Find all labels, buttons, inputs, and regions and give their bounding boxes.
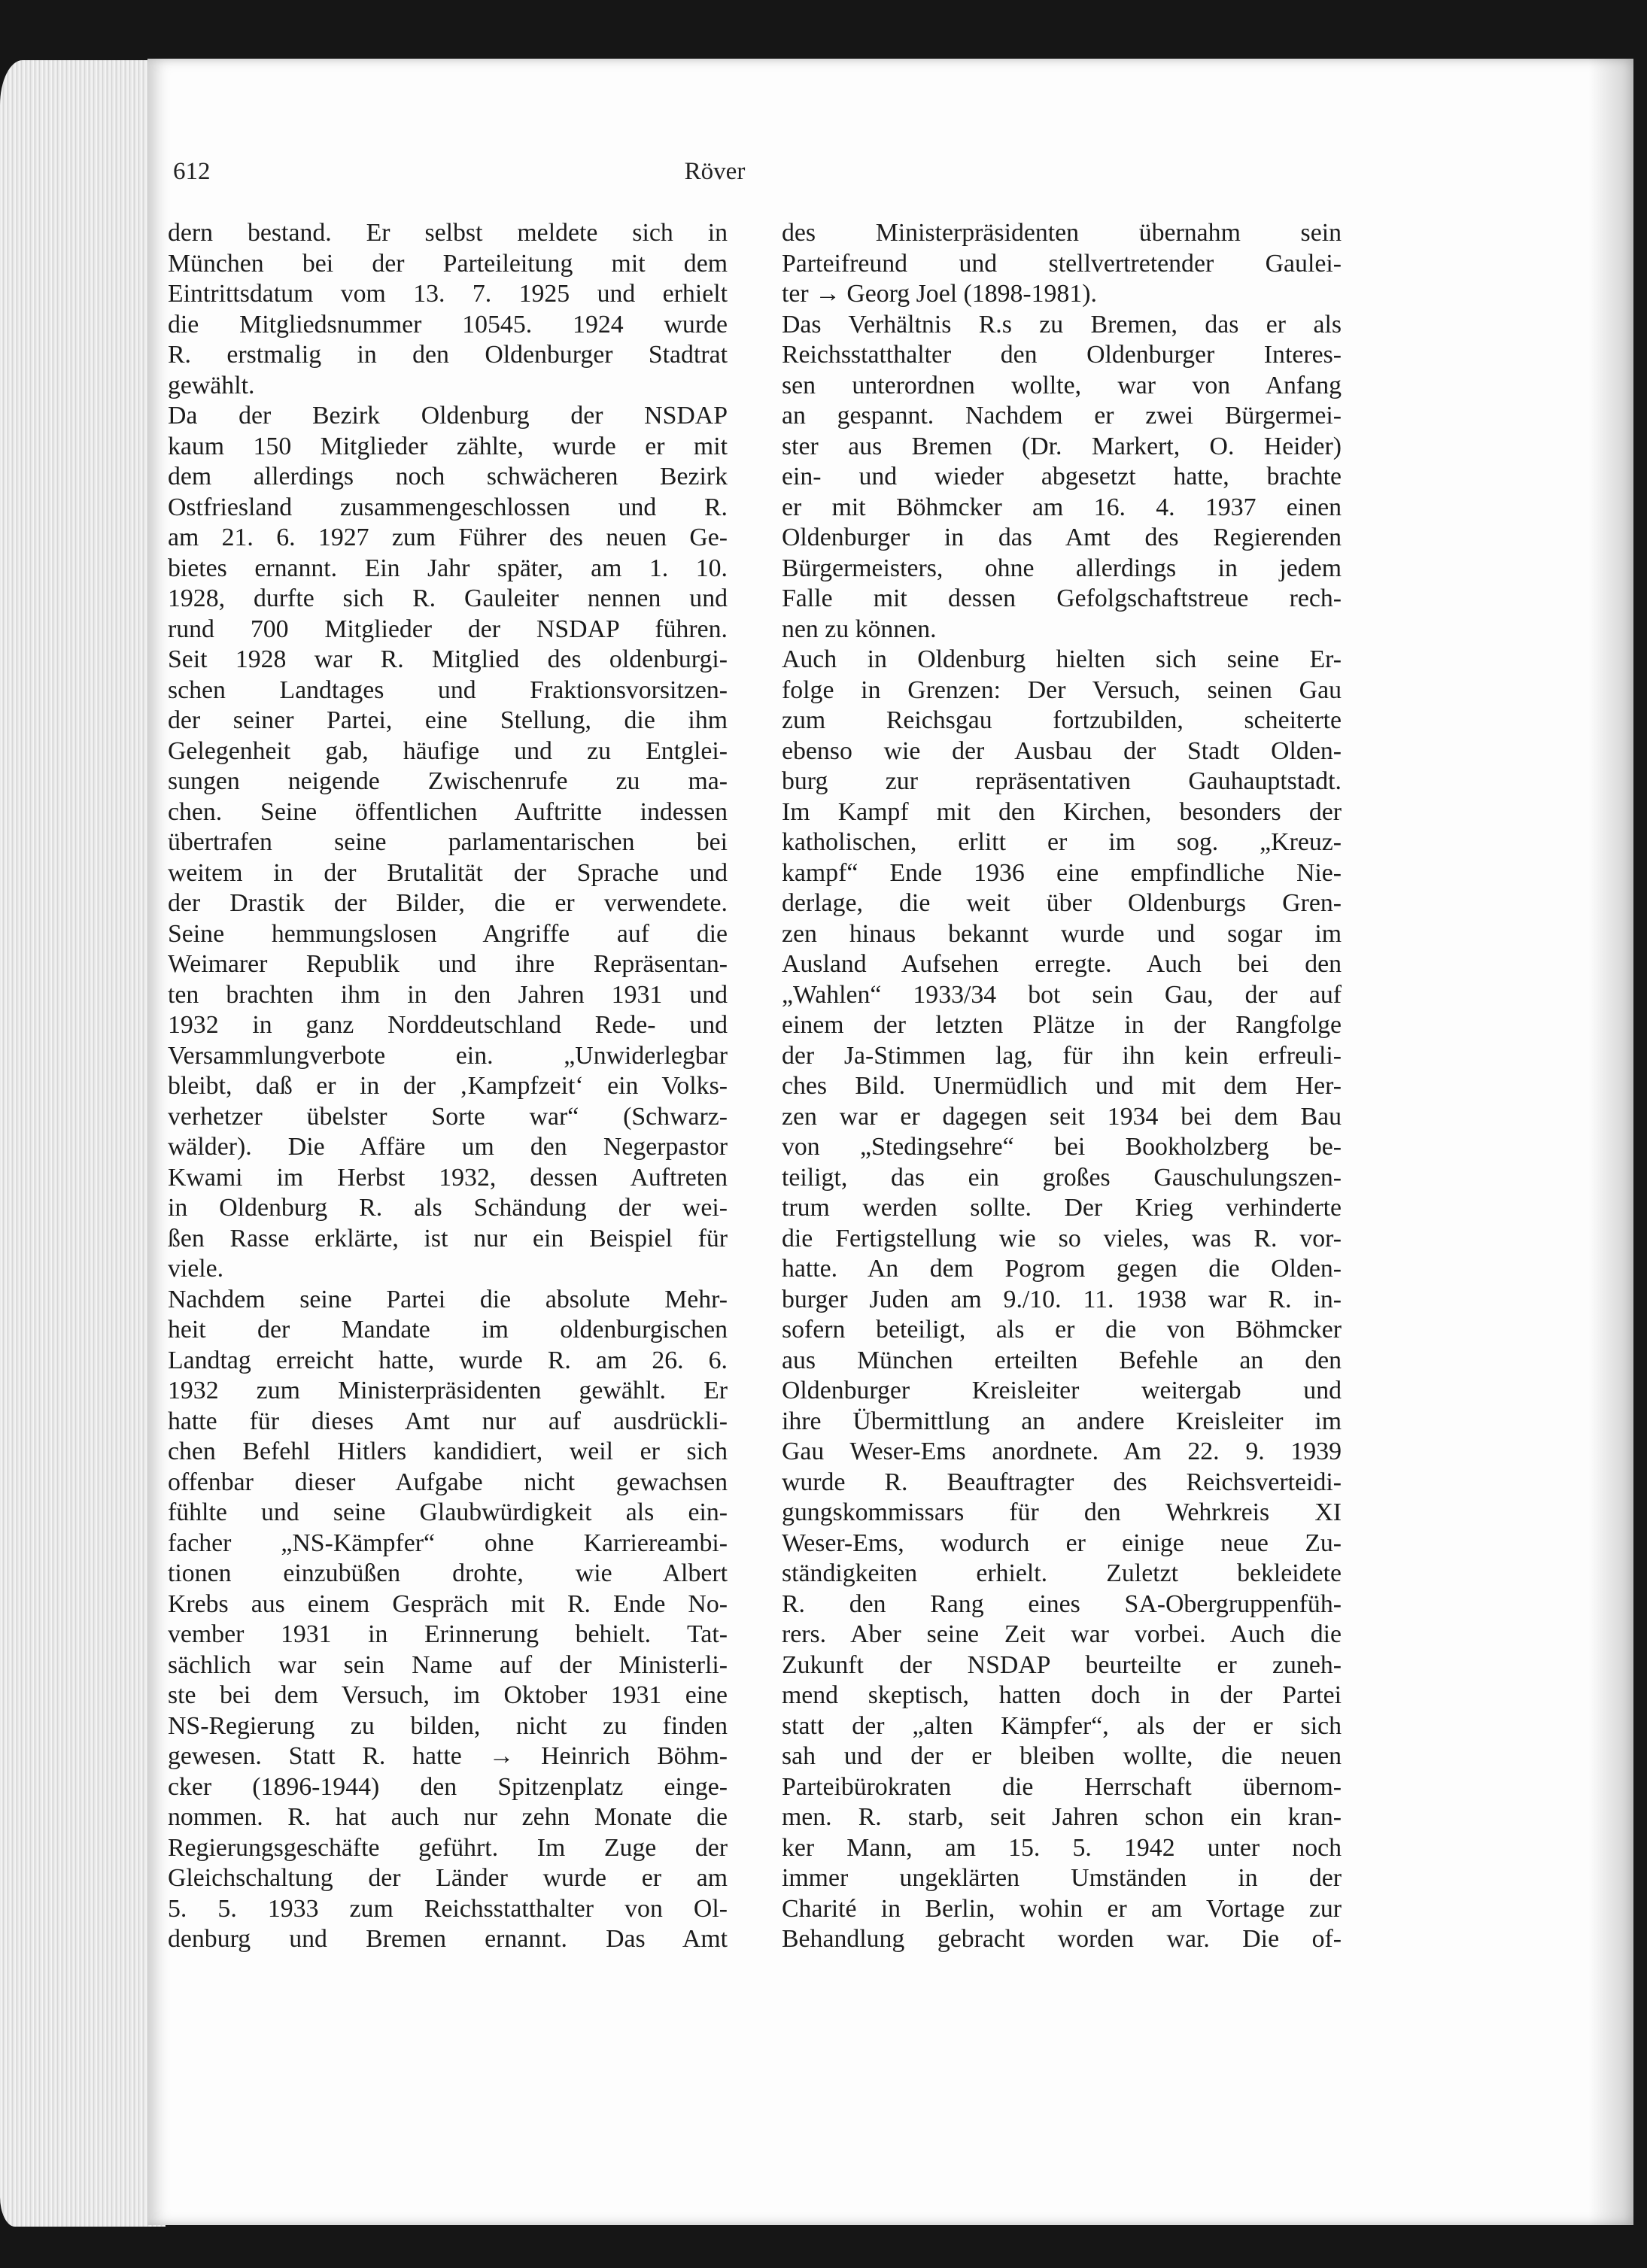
text-line: Parteibürokraten die Herrschaft übernom- [782, 1772, 1342, 1801]
text-line: 5. 5. 1933 zum Reichsstatthalter von Ol- [168, 1894, 728, 1923]
text-line: Ausland Aufsehen erregte. Auch bei den [782, 950, 1342, 978]
page-header [173, 158, 1257, 203]
text-line: wurde R. Beauftragter des Reichsverteidi- [782, 1468, 1342, 1496]
text-line: Ostfriesland zusammengeschlossen und R. [168, 493, 728, 521]
text-line: ten brachten ihm in den Jahren 1931 und [168, 980, 728, 1009]
page-number: 612 [173, 158, 211, 185]
text-line: chen Befehl Hitlers kandidiert, weil er sich [168, 1438, 728, 1465]
text-line: zen hinaus bekannt wurde und sogar im [782, 919, 1342, 948]
text-line: Seine hemmungslosen Angriffe auf die [168, 919, 728, 948]
text-line: ein- und wieder abgesetzt hatte, brachte [782, 463, 1342, 490]
text-line: men. R. starb, seit Jahren schon ein kran- [782, 1803, 1342, 1831]
text-line: burg zur repräsentativen Gauhauptstadt. [782, 767, 1342, 795]
text-line: die Fertigstellung wie so vieles, was R. vor- [782, 1224, 1342, 1252]
text-line: offenbar dieser Aufgabe nicht gewachsen [168, 1468, 728, 1496]
text-line: denburg und Bremen ernannt. Das Amt [168, 1925, 728, 1953]
text-line: mend skeptisch, hatten doch in der Partei [782, 1681, 1342, 1709]
text-line: ständigkeiten erhielt. Zuletzt bekleidete [782, 1559, 1342, 1587]
text-line: Gleichschaltung der Länder wurde er am [168, 1864, 728, 1892]
text-line: gewesen. Statt R. hatte → Heinrich Böhm- [168, 1742, 728, 1770]
text-line: der seiner Partei, eine Stellung, die ihm [168, 706, 728, 734]
text-line: heit der Mandate im oldenburgischen [168, 1316, 728, 1343]
text-line: R. erstmalig in den Oldenburger Stadtrat [168, 341, 728, 369]
text-line: zen war er dagegen seit 1934 bei dem Bau [782, 1102, 1342, 1131]
text-line: schen Landtages und Fraktionsvorsitzen- [168, 676, 728, 704]
text-line: 1932 in ganz Norddeutschland Rede- und [168, 1011, 728, 1039]
text-line: sen unterordnen wollte, war von Anfang [782, 371, 1342, 399]
text-line: verhetzer übelster Sorte war“ (Schwarz- [168, 1102, 728, 1131]
text-line: ches Bild. Unermüdlich und mit dem Her- [782, 1072, 1342, 1100]
text-column-right [782, 218, 1342, 1955]
text-line: Seit 1928 war R. Mitglied des oldenburgi- [168, 645, 728, 673]
text-line: kaum 150 Mitglieder zählte, wurde er mit [168, 432, 728, 460]
text-line: Gau Weser-Ems anordnete. Am 22. 9. 1939 [782, 1438, 1342, 1465]
text-line: immer ungeklärten Umständen in der [782, 1864, 1342, 1892]
text-line: Weimarer Republik und ihre Repräsentan- [168, 950, 728, 978]
text-line: Bürgermeisters, ohne allerdings in jedem [782, 554, 1342, 582]
running-title: Röver [684, 158, 746, 185]
text-line: übertrafen seine parlamentarischen bei [168, 828, 728, 856]
text-column-left [168, 218, 728, 1955]
text-line: R. den Rang eines SA-Obergruppenfüh- [782, 1589, 1342, 1618]
text-line: burger Juden am 9./10. 11. 1938 war R. in- [782, 1285, 1342, 1313]
text-line: dern bestand. Er selbst meldete sich in [168, 219, 728, 247]
text-line: rers. Aber seine Zeit war vorbei. Auch die [782, 1620, 1342, 1648]
text-line: facher „NS-Kämpfer“ ohne Karriereambi- [168, 1529, 728, 1557]
text-line: an gespannt. Nachdem er zwei Bürgermei- [782, 402, 1342, 430]
text-line: sächlich war sein Name auf der Ministerli- [168, 1650, 728, 1679]
text-line: er mit Böhmcker am 16. 4. 1937 einen [782, 493, 1342, 521]
text-line: Da der Bezirk Oldenburg der NSDAP [168, 402, 728, 430]
text-line: 1928, durfte sich R. Gauleiter nennen und [168, 584, 728, 612]
text-line: ßen Rasse erklärte, ist nur ein Beispiel für [168, 1224, 728, 1252]
text-line: rund 700 Mitglieder der NSDAP führen. [168, 615, 728, 643]
text-line: statt der „alten Kämpfer“, als der er sich [782, 1711, 1342, 1740]
text-line: der Ja-Stimmen lag, für ihn kein erfreuli- [782, 1041, 1342, 1070]
text-line: wälder). Die Affäre um den Negerpastor [168, 1133, 728, 1161]
text-line: Oldenburger Kreisleiter weitergab und [782, 1377, 1342, 1404]
text-line: in Oldenburg R. als Schändung der wei- [168, 1194, 728, 1222]
text-line: Weser-Ems, wodurch er einige neue Zu- [782, 1529, 1342, 1557]
text-line: Eintrittsdatum vom 13. 7. 1925 und erhielt [168, 280, 728, 308]
text-line: ebenso wie der Ausbau der Stadt Olden- [782, 736, 1342, 765]
text-line: Gelegenheit gab, häufige und zu Entglei- [168, 736, 728, 765]
text-line: Landtag erreicht hatte, wurde R. am 26. 6. [168, 1346, 728, 1374]
text-line: hatte für dieses Amt nur auf ausdrückli- [168, 1407, 728, 1435]
text-line: Auch in Oldenburg hielten sich seine Er- [782, 645, 1342, 673]
text-line: „Wahlen“ 1933/34 bot sein Gau, der auf [782, 980, 1342, 1009]
text-line: Krebs aus einem Gespräch mit R. Ende No- [168, 1589, 728, 1618]
text-line: Parteifreund und stellvertretender Gaulei- [782, 249, 1342, 278]
text-line: gewählt. [168, 371, 255, 399]
gutter-shadow [1588, 59, 1633, 2225]
text-line: ter → Georg Joel (1898-1981). [782, 280, 1097, 308]
text-line: Oldenburger in das Amt des Regierenden [782, 524, 1342, 551]
text-line: die Mitgliedsnummer 10545. 1924 wurde [168, 310, 728, 339]
text-line: trum werden sollte. Der Krieg verhinderte [782, 1194, 1342, 1222]
text-line: chen. Seine öffentlichen Auftritte indessen [168, 797, 728, 826]
text-line: Reichsstatthalter den Oldenburger Interes- [782, 341, 1342, 369]
text-line: Im Kampf mit den Kirchen, besonders der [782, 797, 1342, 826]
text-line: cker (1896-1944) den Spitzenplatz einge- [168, 1772, 728, 1801]
text-line: einem der letzten Plätze in der Rangfolge [782, 1011, 1342, 1039]
text-line: vember 1931 in Erinnerung behielt. Tat- [168, 1620, 728, 1648]
text-line: tionen einzubüßen drohte, wie Albert [168, 1559, 728, 1587]
text-line: aus München erteilten Befehle an den [782, 1346, 1342, 1374]
text-line: des Ministerpräsidenten übernahm sein [782, 219, 1342, 247]
text-line: teiligt, das ein großes Gauschulungszen- [782, 1163, 1342, 1192]
text-line: ihre Übermittlung an andere Kreisleiter im [782, 1407, 1342, 1435]
text-line: nen zu können. [782, 615, 937, 643]
text-line: der Drastik der Bilder, die er verwendete. [168, 889, 728, 917]
text-line: zum Reichsgau fortzubilden, scheiterte [782, 706, 1342, 734]
text-line: gungskommissars für den Wehrkreis XI [782, 1498, 1342, 1526]
text-line: Zukunft der NSDAP beurteilte er zuneh- [782, 1650, 1342, 1679]
text-line: Falle mit dessen Gefolgschaftstreue rech- [782, 584, 1342, 612]
text-line: ste bei dem Versuch, im Oktober 1931 eine [168, 1681, 728, 1709]
text-line: dem allerdings noch schwächeren Bezirk [168, 463, 728, 490]
text-line: viele. [168, 1255, 224, 1283]
text-line: 1932 zum Ministerpräsidenten gewählt. Er [168, 1377, 728, 1404]
text-line: kampf“ Ende 1936 eine empfindliche Nie- [782, 858, 1342, 887]
text-line: ster aus Bremen (Dr. Markert, O. Heider) [782, 432, 1342, 460]
text-line: bleibt, daß er in der ‚Kampfzeit‘ ein Volks- [168, 1072, 728, 1100]
text-line: ker Mann, am 15. 5. 1942 unter noch [782, 1833, 1342, 1862]
text-line: sah und der er bleiben wollte, die neuen [782, 1742, 1342, 1770]
text-line: Das Verhältnis R.s zu Bremen, das er als [782, 310, 1342, 339]
text-line: nommen. R. hat auch nur zehn Monate die [168, 1803, 728, 1831]
text-line: katholischen, erlitt er im sog. „Kreuz- [782, 828, 1342, 856]
text-line: München bei der Parteileitung mit dem [168, 249, 728, 278]
text-line: von „Stedingsehre“ bei Bookholzberg be- [782, 1133, 1342, 1161]
text-line: am 21. 6. 1927 zum Führer des neuen Ge- [168, 524, 728, 551]
text-line: derlage, die weit über Oldenburgs Gren- [782, 889, 1342, 917]
text-line: Versammlungverbote ein. „Unwiderlegbar [168, 1041, 728, 1070]
text-line: sungen neigende Zwischenrufe zu ma- [168, 767, 728, 795]
book-page-edges [0, 60, 166, 2227]
text-line: NS-Regierung zu bilden, nicht zu finden [168, 1711, 728, 1740]
text-line: Regierungsgeschäfte geführt. Im Zuge der [168, 1833, 728, 1862]
text-line: weitem in der Brutalität der Sprache und [168, 858, 728, 887]
text-line: sofern beteiligt, als er die von Böhmcker [782, 1316, 1342, 1343]
text-line: bietes ernannt. Ein Jahr später, am 1. 10. [168, 554, 728, 582]
text-line: folge in Grenzen: Der Versuch, seinen Gau [782, 676, 1342, 704]
text-line: fühlte und seine Glaubwürdigkeit als ein- [168, 1498, 728, 1526]
text-line: hatte. An dem Pogrom gegen die Olden- [782, 1255, 1342, 1283]
text-line: Behandlung gebracht worden war. Die of- [782, 1925, 1342, 1953]
text-line: Nachdem seine Partei die absolute Mehr- [168, 1285, 728, 1313]
text-line: Charité in Berlin, wohin er am Vortage zur [782, 1894, 1342, 1923]
text-line: Kwami im Herbst 1932, dessen Auftreten [168, 1163, 728, 1192]
